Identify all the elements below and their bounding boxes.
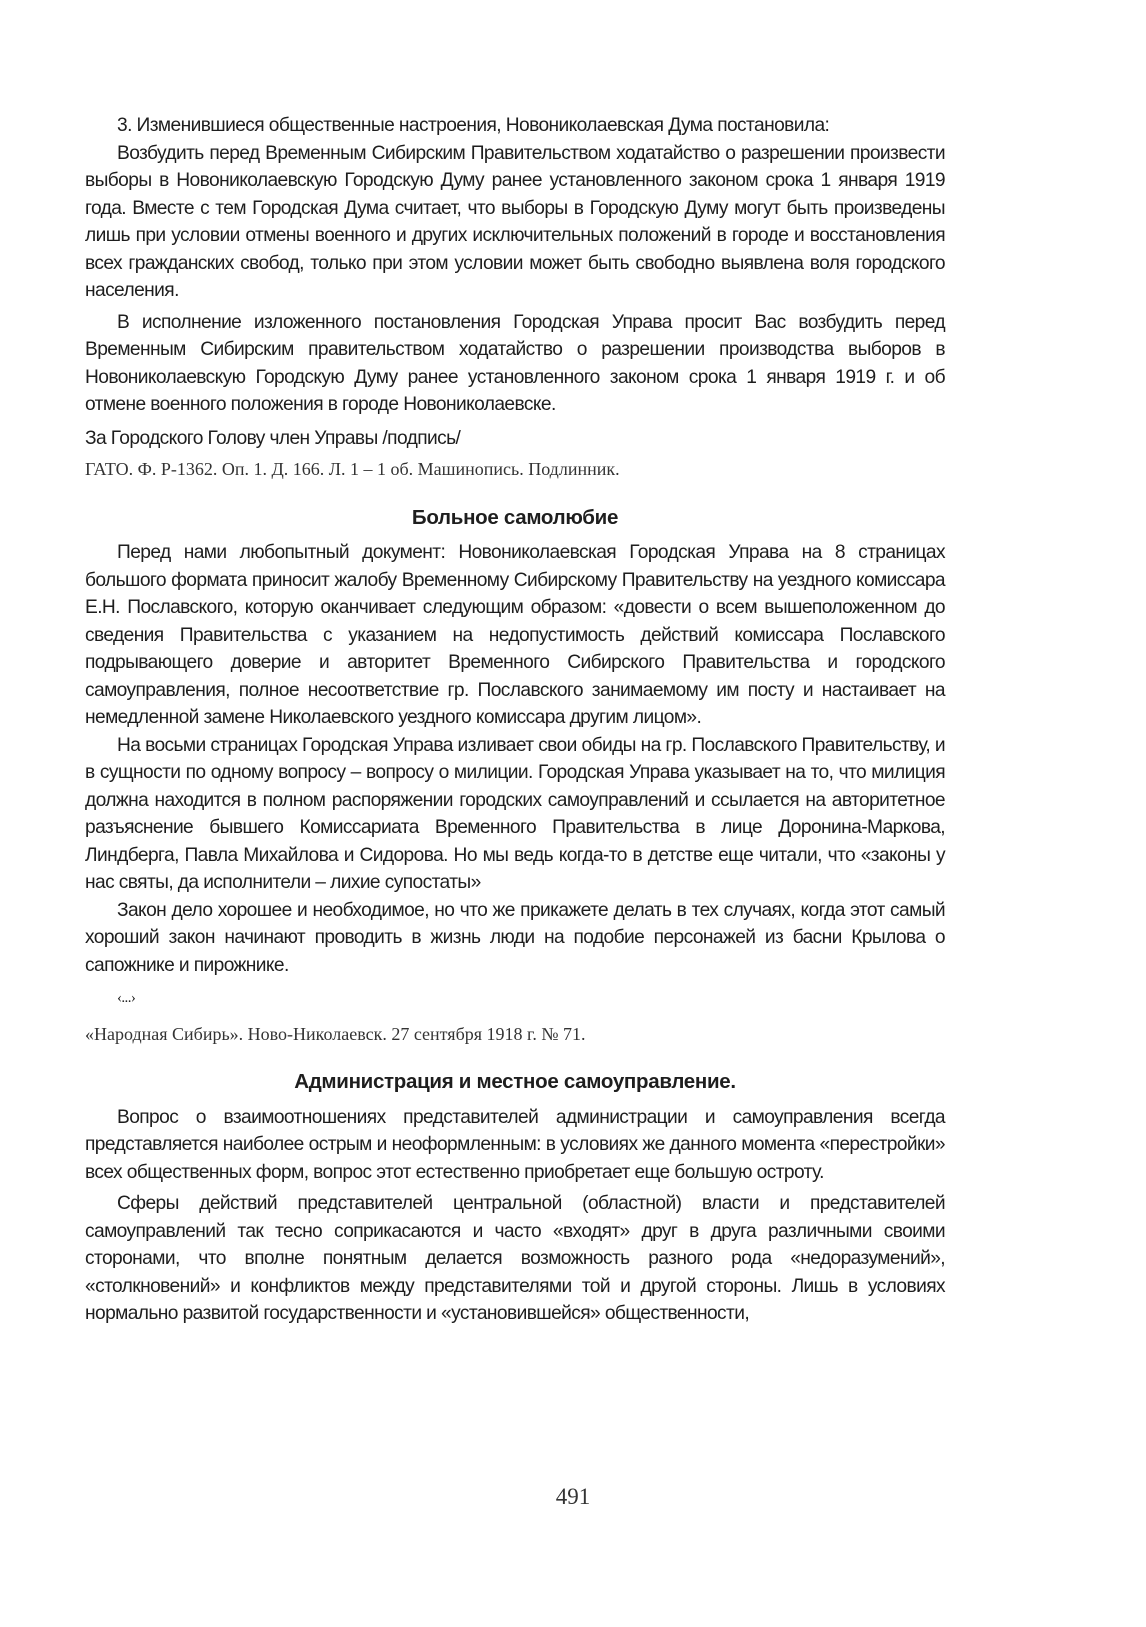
section-heading: Больное самолюбие [411,505,619,529]
article-paragraph: Перед нами любопытный документ: Новониколаевская Городская Управа на 8 страницах большого формата приносит жалобу Временному Сибирскому Правительству на уездного комиссара Е.Н. Пославского, которую оканчивает следующим образом: «довести о всем вышеположенном до сведения Правительства с указанием на недопустимость действий комиссара Пославского подрывающего доверие и авторитет Временного Сибирского Правительства и городского самоуправления, полное несоответствие гр. Пославского занимаемому им посту и настаивает на немедленной замене Николаевского уездного комиссара другим лицом». [85,542,945,728]
request-paragraph: В исполнение изложенного постановления Городская Управа просит Вас возбудить перед Временным Сибирским правительством ходатайство о разрешении производства выборов в Новониколаевскую Городскую Думу ранее установленного законом срока 1 января 1919 г. и об отмене военного положения в городе Новониколаевске. [85,311,945,415]
page-number: 491 [555,1484,591,1509]
resolution-item-3: 3. Изменившиеся общественные настроения, Новониколаевская Дума постановила: [117,115,830,136]
article-paragraph: Сферы действий представителей центральной (областной) власти и представителей самоуправлений так тесно соприкасаются и часто «входят» друг в друга различными своими сторонами, что вполне понятным делается возможность разного рода «недоразумений», «столкновений» и конфликтов между представителями той и другой стороны. Лишь в условиях нормально развитой государственности и «установившейся» общественности, [85,1193,945,1324]
archive-reference: ГАТО. Ф. Р-1362. Оп. 1. Д. 166. Л. 1 – 1 об. Машинопись. Подлинник. [85,459,620,479]
document-page [85,112,945,1328]
article-paragraph: Вопрос о взаимоотношениях представителей администрации и самоуправления всегда представляется наиболее острым и неоформленным: в условиях же данного момента «перестройки» всех общественных форм, вопрос этот естественно приобретает еще большую остроту. [85,1106,945,1183]
signature-line: За Городского Голову член Управы /подпись/ [85,427,461,449]
section-heading: Администрация и местное самоуправление. [294,1070,736,1093]
omission-mark: ‹...› [117,990,136,1006]
article-paragraph: На восьми страницах Городская Управа изливает свои обиды на гр. Пославского Правительству, и в сущности по одному вопросу – вопросу о милиции. Городская Управа указывает на то, что милиция должна находится в полном распоряжении городских самоуправлений и ссылается на авторитетное разъяснение бывшего Комиссариата Временного Правительства в лице Доронина-Маркова, Линдберга, Павла Михайлова и Сидорова. Но мы ведь когда-то в детстве еще читали, что «законы у нас святы, да исполнители – лихие супостаты» [85,734,945,893]
newspaper-source: «Народная Сибирь». Ново-Николаевск. 27 сентября 1918 г. № 71. [85,1023,586,1044]
resolution-paragraph: Возбудить перед Временным Сибирским Правительством ходатайство о разрешении произвести выборы в Новониколаевскую Городскую Думу ранее установленного законом срока 1 января 1919 года. Вместе с тем Городская Дума считает, что выборы в Городскую Думу могут быть произведены лишь при условии отмены военного и других исключительных положений в городе и восстановления всех гражданских свобод, только при этом условии может быть свободно выявлена воля городского населения. [85,142,945,301]
article-paragraph: Закон дело хорошее и необходимое, но что же прикажете делать в тех случаях, когда этот самый хороший закон начинают проводить в жизнь люди на подобие персонажей из басни Крылова о сапожнике и пирожнике. [85,899,945,976]
